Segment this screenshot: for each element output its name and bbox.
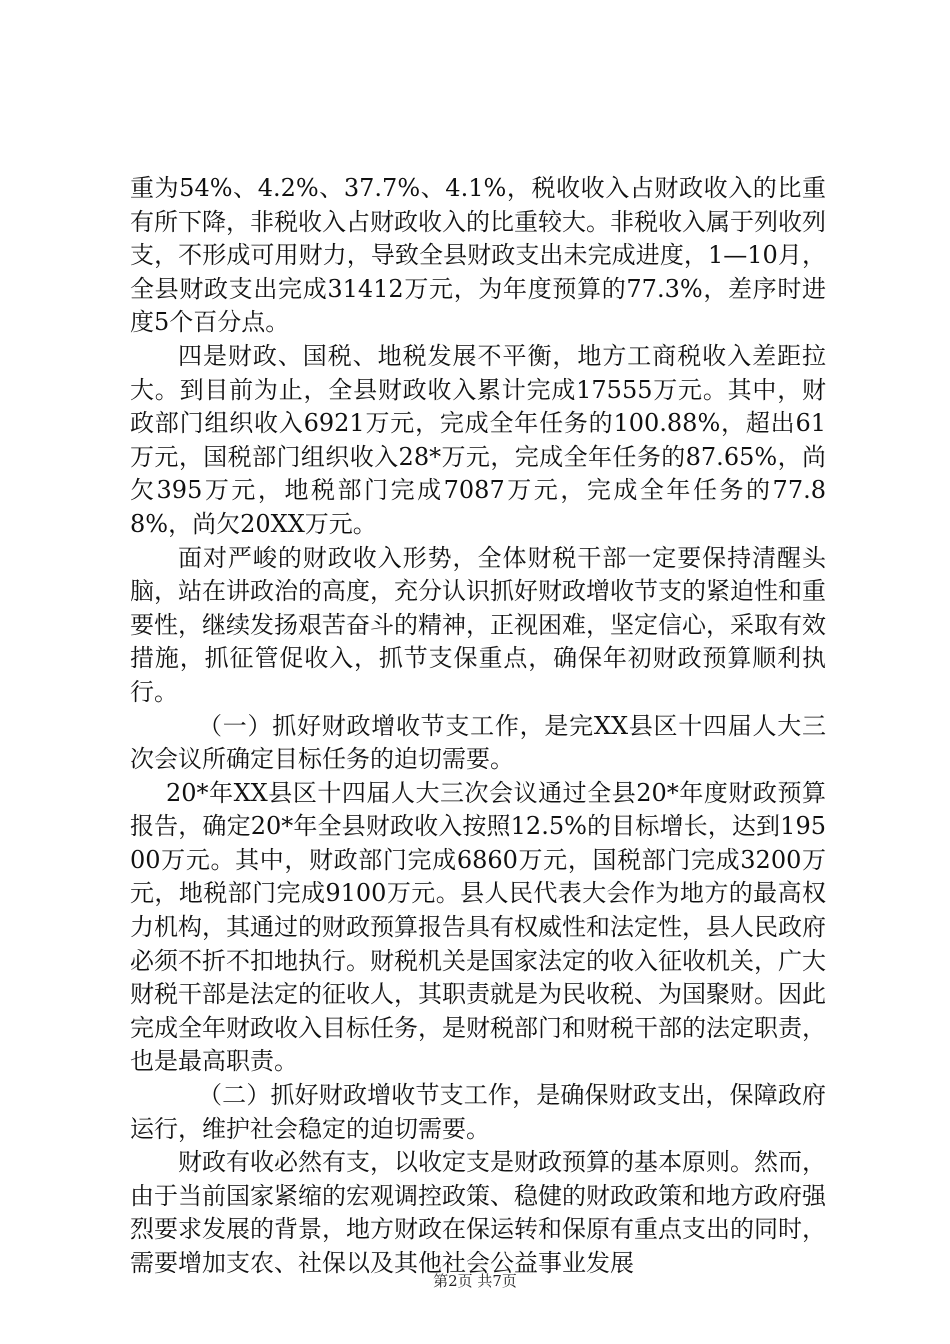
section-heading-one: （一）抓好财政增收节支工作，是完XX县区十四届人大三次会议所确定目标任务的迫切需要。 <box>130 711 826 774</box>
paragraph-situation: 面对严峻的财政收入形势，全体财税干部一定要保持清醒头脑，站在讲政治的高度，充分认识抓好财政增收节支的紧迫性和重要性，继续发扬艰苦奋斗的精神，正视困难，坚定信心，采取有效措施，抓征管促收入，抓节支保重点，确保年初财政预算顺利执行。 <box>130 543 826 706</box>
paragraph-budget-report: 20*年XX县区十四届人大三次会议通过全县20*年度财政预算报告，确定20*年全县财政收入按照12.5%的目标增长，达到19500万元。其中，财政部门完成6860万元，国税部门完成3200万元，地税部门完成9100万元。县人民代表大会作为地方的最高权力机构，其通过的财政预算报告具有权威性和法定性，县人民政府必须不折不扣地执行。财税机关是国家法定的收入征收机关，广大财税干部是法定的征收人，其职责就是为民收税、为国聚财。因此完成全年财政收入目标任务，是财税部门和财税干部的法定职责，也是最高职责。 <box>130 778 826 1076</box>
page-footer <box>0 1271 950 1291</box>
section-heading-two: （二）抓好财政增收节支工作，是确保财政支出，保障政府运行，维护社会稳定的迫切需要。 <box>130 1081 826 1143</box>
paragraph-continued: 重为54%、4.2%、37.7%、4.1%，税收收入占财政收入的比重有所下降，非税收入占财政收入的比重较大。非税收入属于列收列支，不形成可用财力，导致全县财政支出未完成进度，1—10月，全县财政支出完成31412万元，为年度预算的77.3%，差序时进度5个百分点。 <box>130 174 826 337</box>
paragraph-expenditure: 财政有收必然有支，以收定支是财政预算的基本原则。然而，由于当前国家紧缩的宏观调控政策、稳健的财政政策和地方政府强烈要求发展的背景，地方财政在保运转和保原有重点支出的同时，需要增加支农、社保以及其他社会公益事业发展 <box>130 1148 826 1277</box>
document-body <box>130 172 826 1281</box>
paragraph-point-four: 四是财政、国税、地税发展不平衡，地方工商税收入差距拉大。到目前为止，全县财政收入累计完成17555万元。其中，财政部门组织收入6921万元，完成全年任务的100.88%，超出61万元，国税部门组织收入28*万元，完成全年任务的87.65%，尚欠395万元，地税部门完成7087万元，完成全年任务的77.88%，尚欠20XX万元。 <box>130 341 826 538</box>
page-total: 共7页 <box>477 1272 517 1290</box>
page-number: 第2页 <box>433 1272 473 1290</box>
